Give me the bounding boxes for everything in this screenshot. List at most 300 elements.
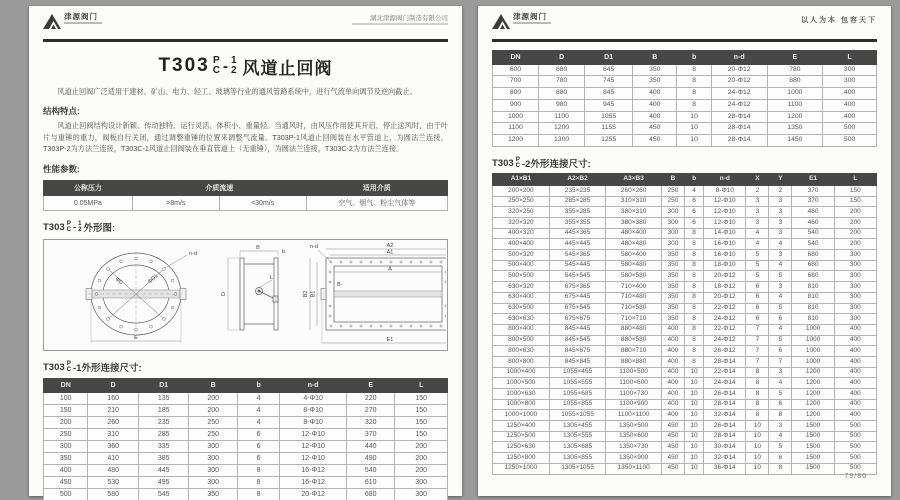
table-cell: 370	[346, 429, 394, 441]
fraction-top: P	[213, 55, 220, 66]
table-cell: 300	[834, 292, 876, 303]
table-cell: 235	[138, 417, 189, 429]
table-cell: 400	[44, 465, 88, 477]
table-cell: 500×320	[493, 250, 550, 261]
table-cell: 12-Φ10	[280, 429, 347, 441]
model-half-fraction	[78, 221, 81, 233]
table-cell: 6	[769, 346, 792, 357]
page-title	[43, 54, 448, 79]
header-cell: 适用介质	[306, 181, 447, 196]
dim-label-D: D	[220, 292, 227, 297]
table-cell: 400	[834, 335, 876, 346]
header-cell: L	[395, 379, 448, 393]
table-cell: 8	[677, 88, 712, 100]
table-cell: 400	[661, 346, 684, 357]
table-cell: 320×250	[493, 207, 550, 218]
table-cell: 445×365	[549, 228, 605, 239]
table-row	[493, 346, 877, 357]
table-row	[493, 303, 877, 314]
dimensions-table-2	[492, 173, 877, 474]
table-cell: 260×260	[606, 185, 662, 196]
table-cell: 500	[834, 453, 876, 464]
table-cell: 250×250	[493, 196, 550, 207]
table-cell: 6	[746, 282, 769, 293]
table-cell: 6	[237, 441, 279, 453]
header-cell: b	[677, 50, 712, 64]
table-cell: 16-Φ10	[704, 250, 746, 261]
header-cell: 介质流速	[132, 181, 306, 196]
table-cell: 20-Φ12	[704, 292, 746, 303]
table-cell: 675×675	[549, 314, 605, 325]
table-row	[44, 196, 448, 211]
table-cell: 3	[769, 228, 792, 239]
table-cell: 800×400	[493, 324, 550, 335]
table-cell: 10	[746, 442, 769, 453]
table-cell: 8	[237, 477, 279, 489]
table-cell: 4	[769, 378, 792, 389]
table-cell: 22-Φ12	[704, 324, 746, 335]
model-code: T303	[492, 157, 514, 169]
heading-suffix: 外形图:	[83, 223, 116, 235]
table-row	[493, 453, 877, 464]
table-cell: 630×320	[493, 282, 550, 293]
table-cell: 450	[633, 135, 677, 147]
table-cell: 880	[539, 88, 585, 100]
table-cell: 680	[792, 260, 834, 271]
table-cell: 6	[746, 292, 769, 303]
table-cell: 460	[792, 207, 834, 218]
table1-heading	[43, 360, 448, 374]
table-cell: 8	[677, 99, 712, 111]
table-row	[493, 260, 877, 271]
table-cell: 1350×730	[606, 442, 662, 453]
table-cell: 680	[346, 489, 394, 500]
table-cell: 1305×455	[549, 421, 605, 432]
fraction-top: P	[66, 221, 71, 228]
table-cell: 460	[792, 218, 834, 229]
table-row	[493, 207, 877, 218]
table-cell: 10	[684, 378, 703, 389]
technical-drawing-svg	[46, 242, 446, 348]
table-row	[44, 405, 448, 417]
table-cell: 480×400	[606, 228, 662, 239]
table-row	[44, 393, 448, 405]
table-row	[493, 324, 877, 335]
table-cell: 350	[633, 76, 677, 88]
table-cell: 350	[661, 292, 684, 303]
fraction-top: P	[66, 361, 71, 368]
table-row	[493, 228, 877, 239]
header-cell: D	[88, 379, 139, 393]
table-cell: 26-Φ14	[704, 421, 746, 432]
table-cell: 1055×1055	[549, 410, 605, 421]
table-cell: 7	[746, 335, 769, 346]
table-cell: 500	[834, 442, 876, 453]
table-cell: 440	[346, 441, 394, 453]
table-cell: 580×400	[606, 250, 662, 261]
table-cell: 400	[661, 389, 684, 400]
table-cell: 8-Φ10	[704, 185, 746, 196]
table-cell: 1350×1100	[606, 463, 662, 474]
table-cell: 480×480	[606, 239, 662, 250]
dim-label-B: B	[255, 245, 260, 252]
table-cell: >8m/s	[132, 196, 219, 211]
intro-paragraph: 风道止回阀广泛适用于建材、矿山、电力、轻工、玻璃等行业的通风管路系统中，进行气流单向调节及逆向截止。	[57, 86, 417, 96]
table-cell: 1055×555	[549, 378, 605, 389]
table-cell: 150	[834, 185, 876, 196]
table-cell: 24-Φ12	[704, 335, 746, 346]
table-cell: 630×400	[493, 292, 550, 303]
table-cell: 1200	[539, 123, 585, 135]
table-cell: 645	[585, 64, 633, 76]
table-cell: 10	[684, 399, 703, 410]
table-cell: 400	[661, 399, 684, 410]
table-cell: 1250×800	[493, 453, 550, 464]
table-cell: 500	[834, 431, 876, 442]
table-cell: 320	[346, 417, 394, 429]
table-cell: 150	[834, 196, 876, 207]
model-half-fraction	[231, 56, 237, 76]
table-cell: 250	[661, 185, 684, 196]
table-cell: 210	[88, 405, 139, 417]
table-cell: 1100×900	[606, 399, 662, 410]
table-cell: 5	[769, 442, 792, 453]
table-cell: 4-Φ10	[280, 393, 347, 405]
table-cell: 350	[633, 64, 677, 76]
company-name: 湖北津源阀门制造有限公司	[370, 15, 448, 22]
logo-name: 津源阀门	[64, 12, 98, 21]
table-cell: 1200	[493, 135, 539, 147]
dim-label-A2: A2	[386, 243, 393, 250]
table-cell: 30-Φ14	[704, 442, 746, 453]
table-cell: 250	[189, 429, 237, 441]
table-cell: 500×500	[493, 271, 550, 282]
model-pc-fraction	[213, 56, 220, 76]
table-cell: 8-Φ10	[280, 417, 347, 429]
table-cell: 24-Φ14	[704, 378, 746, 389]
table-row	[493, 442, 877, 453]
table-cell: 880×580	[606, 335, 662, 346]
table-cell: 540	[346, 465, 394, 477]
table-cell: 285×285	[549, 196, 605, 207]
dim-label-E: E	[133, 335, 138, 342]
dim-label-phiD1: ΦD1	[146, 273, 160, 286]
table-cell: 28-Φ14	[704, 431, 746, 442]
model-dash: -	[73, 221, 77, 233]
table-cell: 1055	[585, 111, 633, 123]
header-cell: n-d	[711, 50, 767, 64]
table-cell: 18-Φ12	[704, 282, 746, 293]
table-row	[493, 292, 877, 303]
table-cell: 1305×1055	[549, 463, 605, 474]
table-row	[493, 218, 877, 229]
table-cell: 6	[684, 196, 703, 207]
table-cell: 450	[661, 431, 684, 442]
dim-label-E1: E1	[386, 337, 393, 344]
table-cell: 845×545	[549, 335, 605, 346]
table-cell: 10	[746, 431, 769, 442]
table-cell: 5	[769, 389, 792, 400]
table-cell: 7	[746, 324, 769, 335]
table-cell: 235×235	[549, 185, 605, 196]
table-cell: 500	[44, 489, 88, 500]
table-cell: 355×355	[549, 218, 605, 229]
table-cell: 6	[746, 303, 769, 314]
table-cell: 810	[792, 292, 834, 303]
table-cell: 20-Φ12	[711, 76, 767, 88]
product-name: 风道止回阀	[242, 58, 333, 78]
table-cell: 400	[834, 399, 876, 410]
table-cell: 355×285	[549, 207, 605, 218]
fraction-bottom: C	[212, 65, 220, 76]
table-row	[493, 399, 877, 410]
table-cell: 5	[769, 303, 792, 314]
heading-suffix: -1外形连接尺寸:	[73, 363, 142, 375]
table-cell: 8	[746, 378, 769, 389]
table-cell: 10	[684, 410, 703, 421]
header-cell: A2×B2	[549, 174, 605, 186]
table-cell: 480	[88, 465, 139, 477]
table-cell: 400	[823, 88, 877, 100]
page-header	[43, 6, 448, 37]
header-cell: 公称压力	[44, 181, 133, 196]
table-cell: 3	[746, 196, 769, 207]
table-row	[493, 88, 877, 100]
table-cell: 845×675	[549, 346, 605, 357]
table-cell: 350	[661, 260, 684, 271]
table-cell: 580	[88, 489, 139, 500]
table-cell: 300	[189, 453, 237, 465]
table-cell: 200	[189, 405, 237, 417]
table-row	[493, 282, 877, 293]
features-paragraph: 风道止回阀结构设计新颖、传动独特、运行灵活、体积小、重量轻。当通风时，由风压作用使其开启，停止送风时，由于叶片与重锤的重力，阀板自行关闭，通过调整重锤的位置来调整气流量。T303P-1风道止回阀装在水平管道上，为圆法兰连接，T303P-2为方法兰连接，T303C-1风道止回阀装在垂直管道上（无重锤），为圆法兰连接，T303C-2为方法兰连接。	[43, 121, 448, 154]
table-cell: 12-Φ10	[704, 218, 746, 229]
table-cell: 10	[684, 463, 703, 474]
table-cell: 1200	[792, 367, 834, 378]
header-cell: E	[767, 50, 823, 64]
table-cell: 370	[792, 196, 834, 207]
table-cell: 8	[684, 335, 703, 346]
table-cell: 1000×800	[493, 399, 550, 410]
table-cell: 450	[661, 442, 684, 453]
table-cell: 28-Φ14	[711, 135, 767, 147]
table-cell: 4	[237, 405, 279, 417]
table-cell: 4	[769, 431, 792, 442]
table-cell: 1250×630	[493, 442, 550, 453]
table-cell: 28-Φ14	[711, 123, 767, 135]
table-cell: 1500	[792, 421, 834, 432]
table-cell: 6	[746, 314, 769, 325]
table-cell: 10	[746, 453, 769, 464]
table-cell: 310×310	[606, 196, 662, 207]
table-cell: 880	[767, 76, 823, 88]
table-cell: 200	[44, 417, 88, 429]
table-cell: 400	[661, 410, 684, 421]
logo-subtext-bar	[64, 22, 102, 24]
table-cell: 610	[346, 477, 394, 489]
table-cell: 710×480	[606, 292, 662, 303]
table-cell: 300	[834, 282, 876, 293]
table-cell: 300	[189, 441, 237, 453]
table-cell: 450	[661, 463, 684, 474]
table-row	[493, 196, 877, 207]
table-cell: 450	[661, 421, 684, 432]
table-cell: 1450	[767, 135, 823, 147]
header-cell: E1	[792, 174, 834, 186]
table-cell: 580×480	[606, 260, 662, 271]
logo-text-block	[64, 13, 102, 24]
header-cell: D1	[585, 50, 633, 64]
table-cell: 6	[769, 453, 792, 464]
dim-label-L: L	[269, 275, 273, 282]
table-cell: 6	[237, 429, 279, 441]
table-cell: 845	[585, 88, 633, 100]
table-row	[493, 99, 877, 111]
page-header	[492, 6, 877, 37]
header-cell: E	[346, 379, 394, 393]
table-cell: 1200	[792, 389, 834, 400]
header-cell: X	[746, 174, 769, 186]
table-cell: 500×400	[493, 260, 550, 271]
dimensions-table-1-continued	[492, 50, 877, 148]
table-row	[493, 64, 877, 76]
table-cell: 150	[395, 393, 448, 405]
table-cell: 12-Φ10	[704, 207, 746, 218]
table-cell: 200	[834, 228, 876, 239]
header-cell: DN	[44, 379, 88, 393]
table-cell: 600	[493, 64, 539, 76]
table-cell: 4	[769, 239, 792, 250]
table-cell: 300	[661, 207, 684, 218]
table-cell: 490	[346, 453, 394, 465]
dim-label-B2: B2	[302, 290, 309, 298]
table-cell: 1200	[767, 111, 823, 123]
outline-drawing-heading	[43, 220, 448, 234]
table-cell: 4	[237, 417, 279, 429]
table-cell: 10	[677, 135, 712, 147]
table-cell: 28-Φ14	[711, 111, 767, 123]
table-cell: 1255	[585, 135, 633, 147]
table-cell: 1000	[767, 88, 823, 100]
circular-flange-view	[86, 251, 187, 343]
table-cell: 1350	[767, 123, 823, 135]
table-cell: 8	[684, 292, 703, 303]
table-cell: 5	[746, 260, 769, 271]
performance-table	[43, 180, 448, 211]
table-cell: 400	[661, 324, 684, 335]
table-cell: 28-Φ14	[704, 399, 746, 410]
model-code: T303	[43, 221, 65, 233]
table-cell: 26-Φ12	[704, 346, 746, 357]
table-cell: 680	[792, 271, 834, 282]
table-cell: 400	[834, 356, 876, 367]
table-cell: 300	[834, 303, 876, 314]
table-cell: 3	[769, 367, 792, 378]
table-cell: 300	[44, 441, 88, 453]
square-flange-view	[310, 249, 446, 343]
table-cell: 260	[88, 417, 139, 429]
table-cell: 250	[189, 417, 237, 429]
table-cell: 900	[493, 99, 539, 111]
table-cell: 3	[769, 250, 792, 261]
table-cell: 8	[684, 314, 703, 325]
table-cell: 220	[346, 393, 394, 405]
table-row	[493, 111, 877, 123]
table-cell: 3	[769, 282, 792, 293]
table-cell: 6	[684, 218, 703, 229]
table-cell: 300	[189, 477, 237, 489]
table-cell: 300	[834, 260, 876, 271]
header-cell: D1	[138, 379, 189, 393]
header-slogan-block	[801, 15, 877, 25]
table-cell: 780	[767, 64, 823, 76]
table-cell: 200	[189, 393, 237, 405]
table-cell: 1100×1100	[606, 410, 662, 421]
table-row	[493, 250, 877, 261]
table-cell: 1100	[539, 111, 585, 123]
table-cell: 28-Φ14	[704, 356, 746, 367]
fraction-bottom: C	[66, 367, 71, 374]
table-cell: 710×710	[606, 314, 662, 325]
table-cell: 10	[684, 442, 703, 453]
table-cell: 400	[834, 367, 876, 378]
table-cell: 300	[395, 477, 448, 489]
table-cell: 1200	[792, 399, 834, 410]
table-cell: 22-Φ12	[704, 303, 746, 314]
table-cell: 8	[746, 367, 769, 378]
table-cell: 10	[684, 367, 703, 378]
model-pc-fraction	[67, 221, 71, 233]
table-cell: 500	[834, 463, 876, 474]
dim-label-phiD: ΦD	[113, 276, 124, 287]
table-cell: 845×445	[549, 324, 605, 335]
table-cell: 350	[44, 453, 88, 465]
table-cell: 700	[493, 76, 539, 88]
table-row	[44, 477, 448, 489]
table-cell: 350	[661, 314, 684, 325]
table-cell: 500	[823, 123, 877, 135]
table-cell: 10	[677, 111, 712, 123]
table-cell: 1000×630	[493, 389, 550, 400]
table-cell: 5	[769, 271, 792, 282]
table2-heading	[492, 156, 877, 170]
table-cell: 2	[769, 185, 792, 196]
table-cell: 10	[684, 421, 703, 432]
table-cell: 空气、烟气、粉尘气体等	[306, 196, 447, 211]
table-cell: 200×200	[493, 185, 550, 196]
model-dash: -	[222, 57, 228, 75]
table-cell: 4	[237, 393, 279, 405]
table-cell: 350	[661, 282, 684, 293]
table-row	[493, 185, 877, 196]
model-code: T303	[158, 55, 210, 76]
table-cell: 335	[138, 441, 189, 453]
table-cell: 8	[684, 260, 703, 271]
table-cell: 8	[769, 410, 792, 421]
table-cell: 250	[661, 196, 684, 207]
table-cell: 445	[138, 465, 189, 477]
table-cell: 350	[189, 489, 237, 500]
table-row	[44, 453, 448, 465]
table-cell: 1300	[539, 135, 585, 147]
table-cell: 8	[684, 324, 703, 335]
table-cell: 10	[684, 453, 703, 464]
table-cell: 20-Φ12	[711, 64, 767, 76]
table-cell: 1200	[792, 410, 834, 421]
table-cell: 1100×730	[606, 389, 662, 400]
table-cell: 285	[138, 429, 189, 441]
table-cell: 400	[834, 378, 876, 389]
